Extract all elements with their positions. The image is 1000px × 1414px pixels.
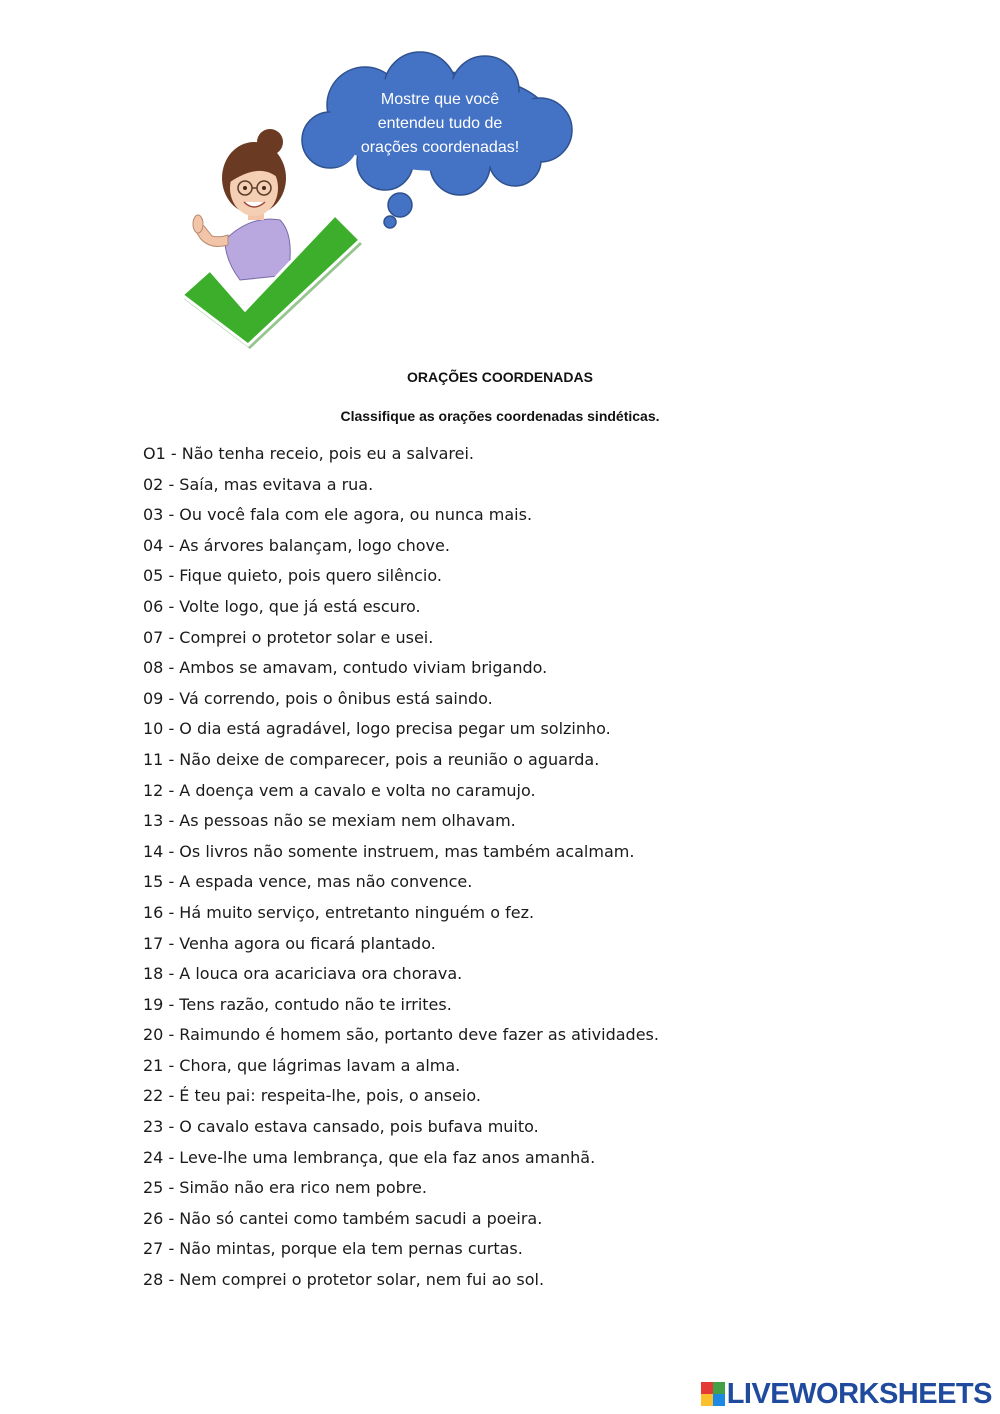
sentence-item: 03 - Ou você fala com ele agora, ou nunca mais. xyxy=(143,505,533,525)
sentence-item: 10 - O dia está agradável, logo precisa pegar um solzinho. xyxy=(143,719,611,739)
sentence-list xyxy=(143,442,659,1299)
sentence-item: 16 - Há muito serviço, entretanto ninguém o fez. xyxy=(143,902,535,922)
sentence-item: 04 - As árvores balançam, logo chove. xyxy=(143,535,450,555)
brand-name: LIVEWORKSHEETS xyxy=(726,1377,992,1410)
sentence-item: 28 - Nem comprei o protetor solar, nem fui ao sol. xyxy=(143,1270,545,1290)
sentence-item: 25 - Simão não era rico nem pobre. xyxy=(143,1178,427,1198)
sentence-item: 06 - Volte logo, que já está escuro. xyxy=(143,596,421,616)
sentence-item: 12 - A doença vem a cavalo e volta no caramujo. xyxy=(143,780,536,800)
sentence-item: 22 - É teu pai: respeita-lhe, pois, o anseio. xyxy=(143,1086,481,1106)
speech-bubble-line: entendeu tudo de xyxy=(377,115,503,132)
sentence-item: 15 - A espada vence, mas não convence. xyxy=(143,872,473,892)
speech-bubble-line: orações coordenadas! xyxy=(360,139,520,156)
sentence-item: 18 - A louca ora acariciava ora chorava. xyxy=(143,964,463,984)
sentence-item: 27 - Não mintas, porque ela tem pernas curtas. xyxy=(143,1239,523,1259)
page-title: ORAÇÕES COORDENADAS xyxy=(407,369,593,385)
sentence-item: 05 - Fique quieto, pois quero silêncio. xyxy=(143,566,442,586)
teacher-avatar xyxy=(193,129,290,280)
sentence-item: 26 - Não só cantei como também sacudi a poeira. xyxy=(143,1208,543,1228)
sentence-item: 07 - Comprei o protetor solar e usei. xyxy=(143,627,434,647)
sentence-item: 23 - O cavalo estava cansado, pois bufava muito. xyxy=(143,1117,539,1137)
sentence-item: 21 - Chora, que lágrimas lavam a alma. xyxy=(143,1055,461,1075)
sentence-item: 24 - Leve-lhe uma lembrança, que ela faz anos amanhã. xyxy=(143,1147,596,1167)
sentence-item: 19 - Tens razão, contudo não te irrites. xyxy=(143,994,452,1014)
sentence-item: 13 - As pessoas não se mexiam nem olhavam. xyxy=(143,811,516,831)
sentence-item: 11 - Não deixe de comparecer, pois a reunião o aguarda. xyxy=(143,749,600,769)
liveworksheets-brand xyxy=(701,1374,992,1414)
sentence-item: 17 - Venha agora ou ficará plantado. xyxy=(143,933,436,953)
speech-bubble-text xyxy=(340,88,540,160)
instructions: Classifique as orações coordenadas sindéticas. xyxy=(340,408,660,424)
sentence-item: 08 - Ambos se amavam, contudo viviam brigando. xyxy=(143,658,548,678)
sentence-item: O1 - Não tenha receio, pois eu a salvarei. xyxy=(143,444,475,463)
liveworksheets-logo-icon xyxy=(701,1382,725,1406)
speech-bubble-line: Mostre que você xyxy=(380,91,500,108)
sentence-item: 09 - Vá correndo, pois o ônibus está saindo. xyxy=(143,688,493,708)
sentence-item: 02 - Saía, mas evitava a rua. xyxy=(143,474,374,494)
sentence-item: 20 - Raimundo é homem são, portanto deve fazer as atividades. xyxy=(143,1025,659,1045)
sentence-item: 14 - Os livros não somente instruem, mas também acalmam. xyxy=(143,841,635,861)
